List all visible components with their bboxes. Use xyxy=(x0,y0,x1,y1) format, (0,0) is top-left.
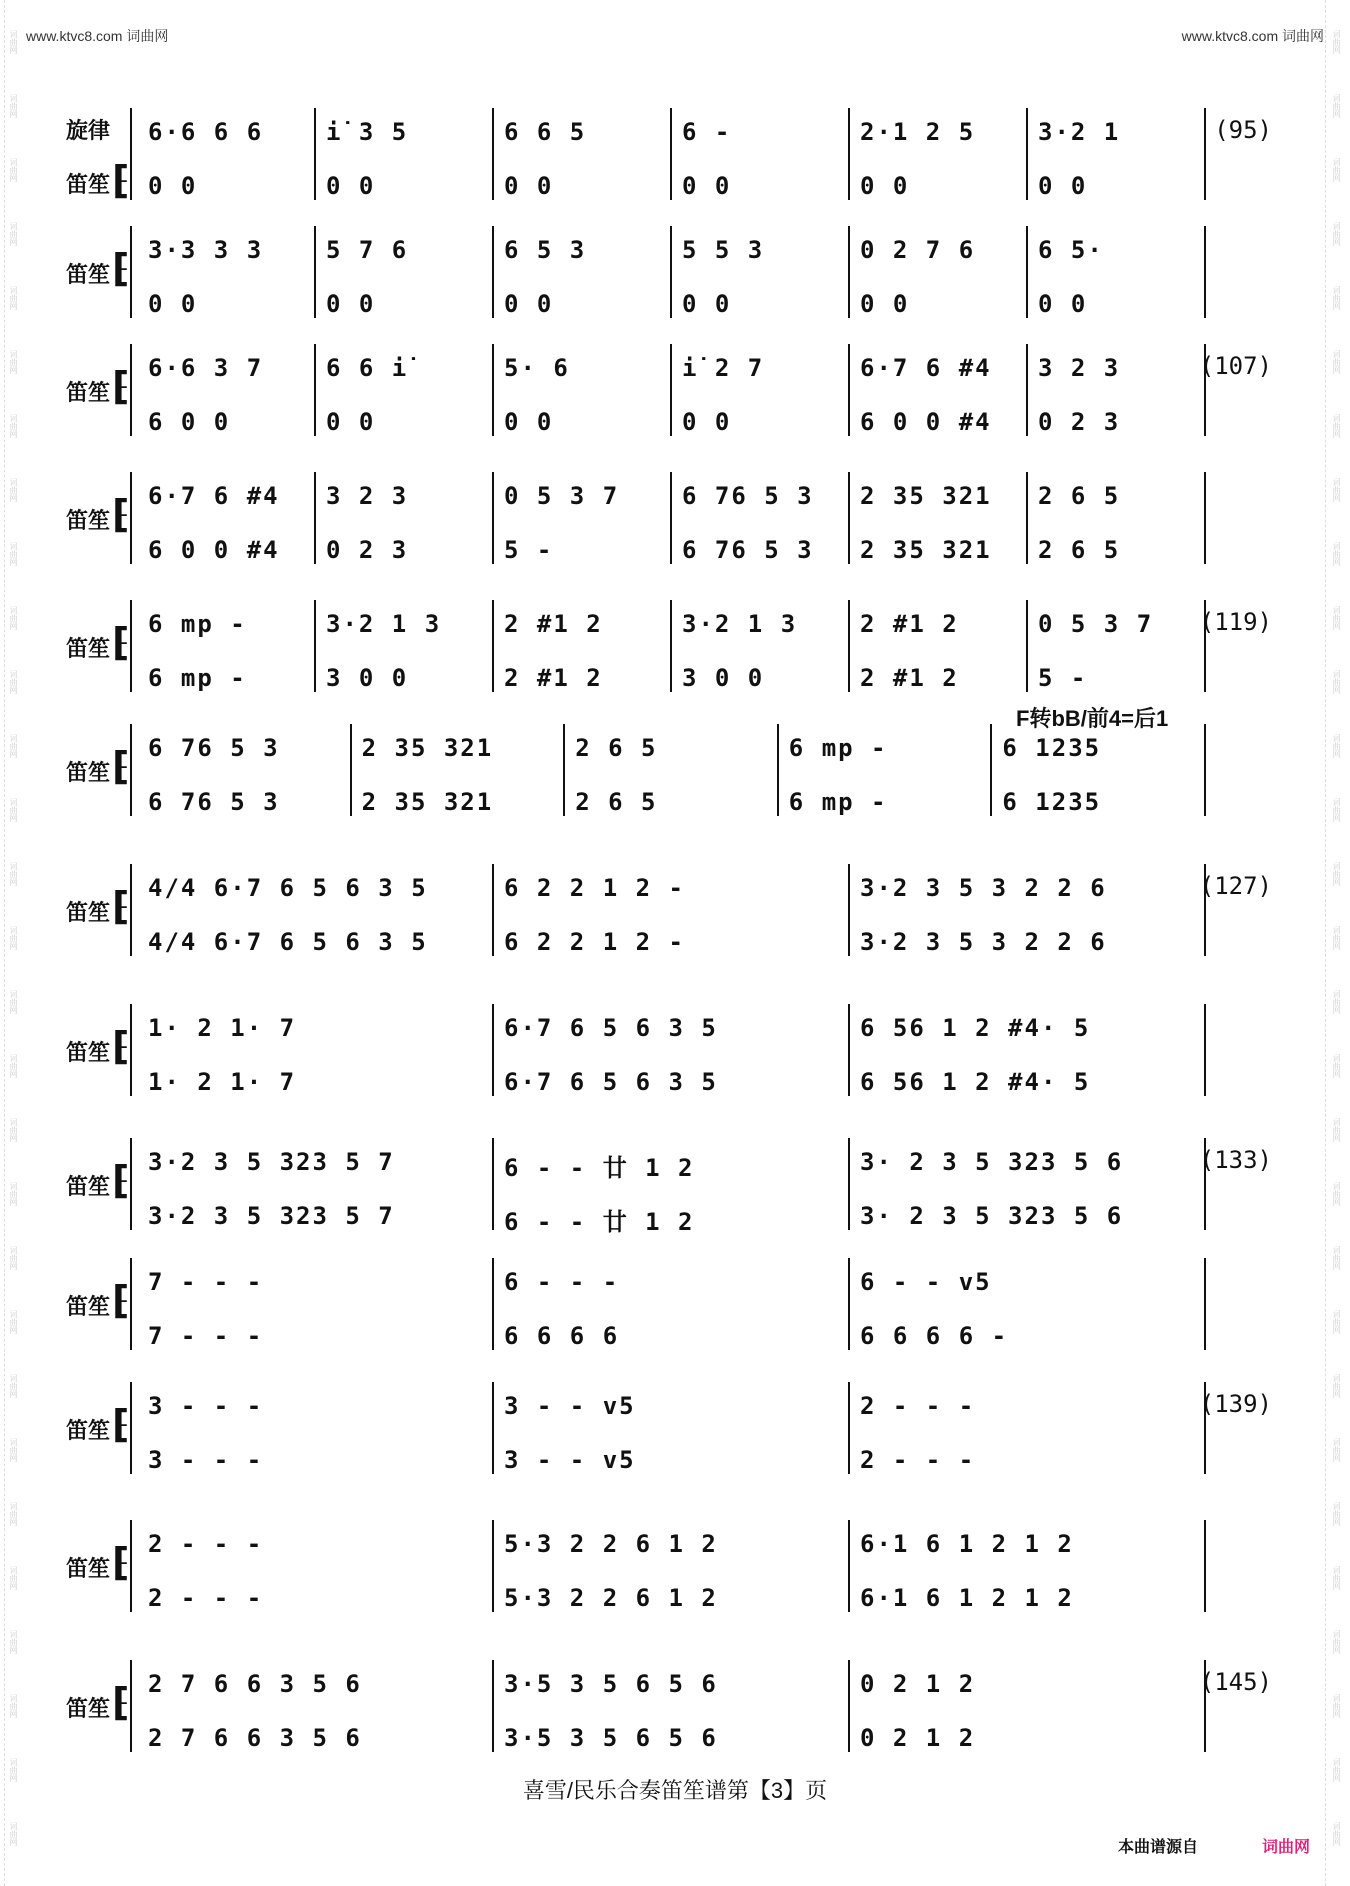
watermark-text: 词曲网 xyxy=(1332,286,1341,310)
measure-upper: 6 2 2 1 2 - xyxy=(504,874,685,902)
measure-barline xyxy=(314,226,316,318)
watermark-text: 词曲网 xyxy=(1332,606,1341,630)
measure-upper: 6·7 6 #4 xyxy=(860,354,992,382)
measure-barline xyxy=(314,108,316,200)
measure-lower: 6 6 6 6 xyxy=(504,1322,620,1350)
measure-lower: 3·2 3 5 323 5 7 xyxy=(148,1202,395,1230)
staff-bracket: ⁅ xyxy=(112,366,130,408)
watermark-text: 词曲网 xyxy=(9,1566,18,1590)
header-url-right: www.ktvc8.com 词曲网 xyxy=(1181,28,1324,44)
measure-lower: 2 6 5 xyxy=(1038,536,1121,564)
measure-lower: 0 0 xyxy=(682,408,732,436)
watermark-text: 词曲网 xyxy=(9,350,18,374)
measure-lower: 6 mp - xyxy=(148,664,247,692)
watermark-text: 词曲网 xyxy=(1332,350,1341,374)
watermark-text: 词曲网 xyxy=(1332,222,1341,246)
watermark-text: 词曲网 xyxy=(1332,1118,1341,1142)
watermark-text: 词曲网 xyxy=(1332,1566,1341,1590)
measure-barline xyxy=(848,108,850,200)
score-system xyxy=(0,1250,1350,1360)
system-barline xyxy=(130,108,132,200)
watermark-text: 词曲网 xyxy=(1332,990,1341,1014)
watermark-text: 词曲网 xyxy=(9,222,18,246)
staff-bracket: ⁅ xyxy=(112,886,130,928)
measure-lower: 6 1235 xyxy=(1002,788,1102,816)
measure-upper: 6 mp - xyxy=(148,610,247,638)
measure-upper: 3·2 1 xyxy=(1038,118,1121,146)
measure-barline xyxy=(777,724,779,816)
measure-lower: 0 0 xyxy=(504,290,554,318)
measure-lower: 2 #1 2 xyxy=(860,664,959,692)
watermark-text: 词曲网 xyxy=(1332,1758,1341,1782)
measure-barline xyxy=(1204,472,1206,564)
measure-lower: 0 0 xyxy=(504,172,554,200)
measure-upper: 6 5· xyxy=(1038,236,1104,264)
watermark-text: 词曲网 xyxy=(1332,1822,1341,1846)
score-system xyxy=(0,1130,1350,1240)
measure-upper: 2 - - - xyxy=(860,1392,976,1420)
measure-lower: 6 76 5 3 xyxy=(682,536,814,564)
measure-lower: 0 0 xyxy=(1038,290,1088,318)
measure-lower: 6 mp - xyxy=(788,788,888,816)
score-system xyxy=(0,1652,1350,1762)
system-barline xyxy=(130,226,132,318)
system-barline xyxy=(130,1382,132,1474)
measure-lower: 0 0 xyxy=(326,172,376,200)
measure-barline xyxy=(350,724,352,816)
measure-barline xyxy=(492,1382,494,1474)
measure-upper: 3·2 1 3 xyxy=(326,610,442,638)
watermark-text: 词曲网 xyxy=(1332,1182,1341,1206)
sheng-label: 笛笙 xyxy=(66,262,111,287)
watermark-text: 词曲网 xyxy=(1332,670,1341,694)
measure-lower: 1· 2 1· 7 xyxy=(148,1068,297,1096)
measure-lower: 3·5 3 5 6 5 6 xyxy=(504,1724,718,1752)
measure-upper: 2 7 6 6 3 5 6 xyxy=(148,1670,362,1698)
measure-lower: 6 0 0 xyxy=(148,408,231,436)
watermark-text: 词曲网 xyxy=(1332,1630,1341,1654)
measure-barline xyxy=(314,472,316,564)
measure-upper: 3 2 3 xyxy=(1038,354,1121,382)
measure-lower: 2 7 6 6 3 5 6 xyxy=(148,1724,362,1752)
watermark-text: 词曲网 xyxy=(1332,734,1341,758)
score-system xyxy=(0,1374,1350,1484)
score-system xyxy=(0,706,1350,826)
measure-lower: 6 - - 廿 1 2 xyxy=(504,1208,695,1236)
measure-upper: 6·6 6 6 xyxy=(148,118,264,146)
measure-upper: 2 #1 2 xyxy=(860,610,959,638)
staff-bracket: ⁅ xyxy=(112,1280,130,1322)
measure-lower: 2 #1 2 xyxy=(504,664,603,692)
measure-lower: 5 - xyxy=(1038,664,1088,692)
measure-lower: 6 76 5 3 xyxy=(148,788,280,816)
sheng-label: 笛笙 xyxy=(66,1418,111,1443)
watermark-text: 词曲网 xyxy=(1332,414,1341,438)
watermark-text: 词曲网 xyxy=(1332,1694,1341,1718)
melody-label: 旋律 xyxy=(66,118,111,143)
measure-upper: 3·2 3 5 323 5 7 xyxy=(148,1148,395,1176)
system-barline xyxy=(130,1004,132,1096)
staff-bracket: ⁅ xyxy=(112,1160,130,1202)
measure-lower: 5·3 2 2 6 1 2 xyxy=(504,1584,718,1612)
measure-upper: 6 76 5 3 xyxy=(682,482,814,510)
measure-barline xyxy=(314,344,316,436)
measure-barline xyxy=(492,1004,494,1096)
measure-barline xyxy=(670,344,672,436)
watermark-text: 词曲网 xyxy=(9,414,18,438)
measure-barline xyxy=(848,1660,850,1752)
measure-lower: 3 - - v5 xyxy=(504,1446,636,1474)
staff-bracket: ⁅ xyxy=(112,622,130,664)
measure-lower: 0 0 xyxy=(326,290,376,318)
measure-upper: 6 1235 xyxy=(1002,734,1102,762)
measure-barline xyxy=(492,1520,494,1612)
measure-upper: 6 - xyxy=(682,118,732,146)
watermark-text: 词曲网 xyxy=(9,30,18,54)
measure-upper: 6·6 3 7 xyxy=(148,354,264,382)
measure-upper: 3· 2 3 5 323 5 6 xyxy=(860,1148,1124,1176)
measure-barline xyxy=(848,1138,850,1230)
measure-barline xyxy=(848,1520,850,1612)
measure-lower: 3 0 0 xyxy=(682,664,765,692)
sheng-label: 笛笙 xyxy=(66,900,111,925)
sheng-label: 笛笙 xyxy=(66,508,111,533)
measure-lower: 7 - - - xyxy=(148,1322,264,1350)
measure-lower: 0 2 1 2 xyxy=(860,1724,976,1752)
sheng-label: 笛笙 xyxy=(66,172,111,197)
watermark-text: 词曲网 xyxy=(9,1630,18,1654)
measure-upper: 2 - - - xyxy=(148,1530,264,1558)
measure-barline xyxy=(670,600,672,692)
measure-number: (95) xyxy=(1214,116,1272,144)
measure-lower: 0 0 xyxy=(326,408,376,436)
measure-number: (133) xyxy=(1199,1146,1272,1174)
measure-lower: 3· 2 3 5 323 5 6 xyxy=(860,1202,1124,1230)
watermark-text: 词曲网 xyxy=(1332,30,1341,54)
system-barline xyxy=(130,472,132,564)
measure-upper: 3·2 1 3 xyxy=(682,610,798,638)
measure-barline xyxy=(848,1258,850,1350)
measure-upper: 6 - - - xyxy=(504,1268,620,1296)
measure-lower: 3·2 3 5 3 2 2 6 xyxy=(860,928,1107,956)
measure-lower: 6 2 2 1 2 - xyxy=(504,928,685,956)
watermark-text: 词曲网 xyxy=(9,1310,18,1334)
measure-lower: 6·7 6 5 6 3 5 xyxy=(504,1068,718,1096)
measure-upper: 2 6 5 xyxy=(1038,482,1121,510)
measure-lower: 0 0 xyxy=(682,172,732,200)
measure-barline xyxy=(492,600,494,692)
watermark-text: 词曲网 xyxy=(1332,478,1341,502)
staff-bracket: ⁅ xyxy=(112,160,130,202)
measure-lower: 6 0 0 #4 xyxy=(148,536,280,564)
measure-barline xyxy=(670,108,672,200)
measure-upper: 6·1 6 1 2 1 2 xyxy=(860,1530,1074,1558)
measure-upper: 0 2 7 6 xyxy=(860,236,976,264)
measure-lower: 2 - - - xyxy=(148,1584,264,1612)
watermark-text: 词曲网 xyxy=(9,1822,18,1846)
watermark-text: 词曲网 xyxy=(1332,1310,1341,1334)
measure-barline xyxy=(1026,226,1028,318)
key-change-annotation: F转bB/前4=后1 xyxy=(1016,706,1169,731)
watermark-text: 词曲网 xyxy=(9,542,18,566)
measure-upper: 3 2 3 xyxy=(326,482,409,510)
measure-barline xyxy=(1204,1258,1206,1350)
watermark-text: 词曲网 xyxy=(9,862,18,886)
measure-upper: 5· 6 xyxy=(504,354,570,382)
sheng-label: 笛笙 xyxy=(66,1556,111,1581)
sheng-label: 笛笙 xyxy=(66,380,111,405)
measure-barline xyxy=(848,472,850,564)
system-barline xyxy=(130,724,132,816)
measure-upper: 2·1 2 5 xyxy=(860,118,976,146)
watermark-text: 词曲网 xyxy=(9,1246,18,1270)
measure-lower: 0 0 xyxy=(860,290,910,318)
watermark-text: 词曲网 xyxy=(1332,1502,1341,1526)
watermark-text: 词曲网 xyxy=(9,1694,18,1718)
measure-lower: 0 0 xyxy=(860,172,910,200)
measure-lower: 3 - - - xyxy=(148,1446,264,1474)
measure-upper: i̇ 3 5 xyxy=(326,118,409,146)
source-brand: 词曲网 xyxy=(1262,1839,1311,1856)
measure-barline xyxy=(563,724,565,816)
system-barline xyxy=(130,344,132,436)
measure-upper: 6 6 i̇ xyxy=(326,354,409,382)
measure-lower: 4/4 6·7 6 5 6 3 5 xyxy=(148,928,428,956)
measure-upper: 0 2 1 2 xyxy=(860,1670,976,1698)
watermark-text: 词曲网 xyxy=(1332,158,1341,182)
measure-upper: 5 7 6 xyxy=(326,236,409,264)
measure-barline xyxy=(1204,1520,1206,1612)
watermark-text: 词曲网 xyxy=(9,478,18,502)
watermark-text: 词曲网 xyxy=(9,606,18,630)
measure-barline xyxy=(492,226,494,318)
measure-lower: 2 - - - xyxy=(860,1446,976,1474)
measure-lower: 6 6 6 6 - xyxy=(860,1322,1009,1350)
score-system xyxy=(0,592,1350,702)
measure-barline xyxy=(848,344,850,436)
score-system xyxy=(0,856,1350,966)
watermark-text: 词曲网 xyxy=(9,94,18,118)
measure-barline xyxy=(492,1258,494,1350)
measure-barline xyxy=(1204,226,1206,318)
measure-upper: 6 6 5 xyxy=(504,118,587,146)
score-system xyxy=(0,996,1350,1106)
measure-lower: 0 0 xyxy=(148,290,198,318)
watermark-text: 词曲网 xyxy=(9,798,18,822)
staff-bracket: ⁅ xyxy=(112,746,130,788)
measure-upper: 3 - - v5 xyxy=(504,1392,636,1420)
staff-bracket: ⁅ xyxy=(112,1682,130,1724)
system-barline xyxy=(130,600,132,692)
measure-barline xyxy=(492,864,494,956)
system-barline xyxy=(130,864,132,956)
watermark-text: 词曲网 xyxy=(9,1758,18,1782)
measure-number: (107) xyxy=(1199,352,1272,380)
header-url-left: www.ktvc8.com 词曲网 xyxy=(26,28,169,44)
staff-bracket: ⁅ xyxy=(112,1404,130,1446)
measure-barline xyxy=(492,108,494,200)
sheng-label: 笛笙 xyxy=(66,1696,111,1721)
watermark-text: 词曲网 xyxy=(9,990,18,1014)
measure-upper: 2 6 5 xyxy=(575,734,658,762)
measure-upper: 3·2 3 5 3 2 2 6 xyxy=(860,874,1107,902)
sheng-label: 笛笙 xyxy=(66,636,111,661)
measure-lower: 0 0 xyxy=(504,408,554,436)
score-system xyxy=(0,1512,1350,1622)
measure-lower: 0 2 3 xyxy=(326,536,409,564)
measure-barline xyxy=(492,344,494,436)
measure-barline xyxy=(1204,108,1206,200)
measure-upper: 2 35 321 xyxy=(860,482,992,510)
measure-lower: 0 0 xyxy=(682,290,732,318)
score-system xyxy=(0,464,1350,574)
page-footer-title: 喜雪/民乐合奏笛笙谱第【3】页 xyxy=(522,1778,828,1803)
measure-upper: 6 5 3 xyxy=(504,236,587,264)
measure-barline xyxy=(990,724,992,816)
measure-upper: 3 - - - xyxy=(148,1392,264,1420)
measure-barline xyxy=(1026,600,1028,692)
sheng-label: 笛笙 xyxy=(66,1040,111,1065)
watermark-text: 词曲网 xyxy=(9,1182,18,1206)
watermark-text: 词曲网 xyxy=(1332,1054,1341,1078)
staff-bracket: ⁅ xyxy=(112,494,130,536)
staff-bracket: ⁅ xyxy=(112,248,130,290)
watermark-text: 词曲网 xyxy=(9,1438,18,1462)
measure-lower: 6 56 1 2 #4· 5 xyxy=(860,1068,1091,1096)
measure-barline xyxy=(1204,724,1206,816)
measure-barline xyxy=(670,472,672,564)
measure-upper: 6·7 6 5 6 3 5 xyxy=(504,1014,718,1042)
system-barline xyxy=(130,1138,132,1230)
watermark-text: 词曲网 xyxy=(9,1374,18,1398)
measure-barline xyxy=(492,472,494,564)
watermark-text: 词曲网 xyxy=(1332,542,1341,566)
watermark-text: 词曲网 xyxy=(9,670,18,694)
measure-barline xyxy=(848,226,850,318)
system-barline xyxy=(130,1258,132,1350)
measure-lower: 6 0 0 #4 xyxy=(860,408,992,436)
measure-lower: 0 2 3 xyxy=(1038,408,1121,436)
measure-number: (139) xyxy=(1199,1390,1272,1418)
measure-barline xyxy=(492,1660,494,1752)
measure-upper: 5·3 2 2 6 1 2 xyxy=(504,1530,718,1558)
staff-bracket: ⁅ xyxy=(112,1026,130,1068)
measure-lower: 2 35 321 xyxy=(361,788,494,816)
measure-lower: 6·1 6 1 2 1 2 xyxy=(860,1584,1074,1612)
measure-upper: 6 - - 廿 1 2 xyxy=(504,1154,695,1182)
measure-upper: 0 5 3 7 xyxy=(1038,610,1154,638)
watermark-text: 词曲网 xyxy=(9,926,18,950)
measure-lower: 3 0 0 xyxy=(326,664,409,692)
measure-barline xyxy=(1204,1004,1206,1096)
measure-number: (127) xyxy=(1199,872,1272,900)
measure-upper: 6 56 1 2 #4· 5 xyxy=(860,1014,1091,1042)
measure-upper: 6 mp - xyxy=(788,734,888,762)
measure-lower: 0 0 xyxy=(1038,172,1088,200)
measure-lower: 2 35 321 xyxy=(860,536,992,564)
measure-lower: 2 6 5 xyxy=(575,788,658,816)
measure-upper: 3·3 3 3 xyxy=(148,236,264,264)
measure-upper: 2 35 321 xyxy=(361,734,494,762)
score-system xyxy=(0,336,1350,446)
measure-barline xyxy=(314,600,316,692)
measure-number: (119) xyxy=(1199,608,1272,636)
watermark-text: 词曲网 xyxy=(9,158,18,182)
measure-barline xyxy=(848,600,850,692)
watermark-text: 词曲网 xyxy=(9,1118,18,1142)
measure-upper: 6 - - v5 xyxy=(860,1268,992,1296)
system-barline xyxy=(130,1660,132,1752)
watermark-text: 词曲网 xyxy=(1332,1246,1341,1270)
measure-barline xyxy=(848,864,850,956)
measure-upper: 1· 2 1· 7 xyxy=(148,1014,297,1042)
watermark-text: 词曲网 xyxy=(1332,1374,1341,1398)
measure-upper: i̇ 2 7 xyxy=(682,354,765,382)
system-barline xyxy=(130,1520,132,1612)
measure-upper: 3·5 3 5 6 5 6 xyxy=(504,1670,718,1698)
measure-barline xyxy=(1026,472,1028,564)
measure-lower: 0 0 xyxy=(148,172,198,200)
score-system xyxy=(0,100,1350,210)
measure-barline xyxy=(848,1004,850,1096)
sheng-label: 笛笙 xyxy=(66,760,111,785)
measure-number: (145) xyxy=(1199,1668,1272,1696)
measure-upper: 0 5 3 7 xyxy=(504,482,620,510)
watermark-text: 词曲网 xyxy=(9,286,18,310)
measure-upper: 6·7 6 #4 xyxy=(148,482,280,510)
staff-bracket: ⁅ xyxy=(112,1542,130,1584)
watermark-text: 词曲网 xyxy=(1332,94,1341,118)
measure-upper: 6 76 5 3 xyxy=(148,734,280,762)
measure-barline xyxy=(492,1138,494,1230)
measure-upper: 4/4 6·7 6 5 6 3 5 xyxy=(148,874,428,902)
measure-upper: 5 5 3 xyxy=(682,236,765,264)
score-system xyxy=(0,218,1350,328)
watermark-text: 词曲网 xyxy=(9,1054,18,1078)
watermark-text: 词曲网 xyxy=(1332,1438,1341,1462)
sheng-label: 笛笙 xyxy=(66,1174,111,1199)
watermark-text: 词曲网 xyxy=(1332,798,1341,822)
measure-upper: 7 - - - xyxy=(148,1268,264,1296)
watermark-text: 词曲网 xyxy=(9,1502,18,1526)
source-note: 本曲谱源自 xyxy=(1118,1839,1199,1856)
measure-barline xyxy=(848,1382,850,1474)
measure-upper: 2 #1 2 xyxy=(504,610,603,638)
sheng-label: 笛笙 xyxy=(66,1294,111,1319)
measure-barline xyxy=(670,226,672,318)
watermark-text: 词曲网 xyxy=(1332,926,1341,950)
watermark-text: 词曲网 xyxy=(1332,862,1341,886)
watermark-text: 词曲网 xyxy=(9,734,18,758)
measure-barline xyxy=(1026,108,1028,200)
measure-lower: 5 - xyxy=(504,536,554,564)
measure-barline xyxy=(1026,344,1028,436)
